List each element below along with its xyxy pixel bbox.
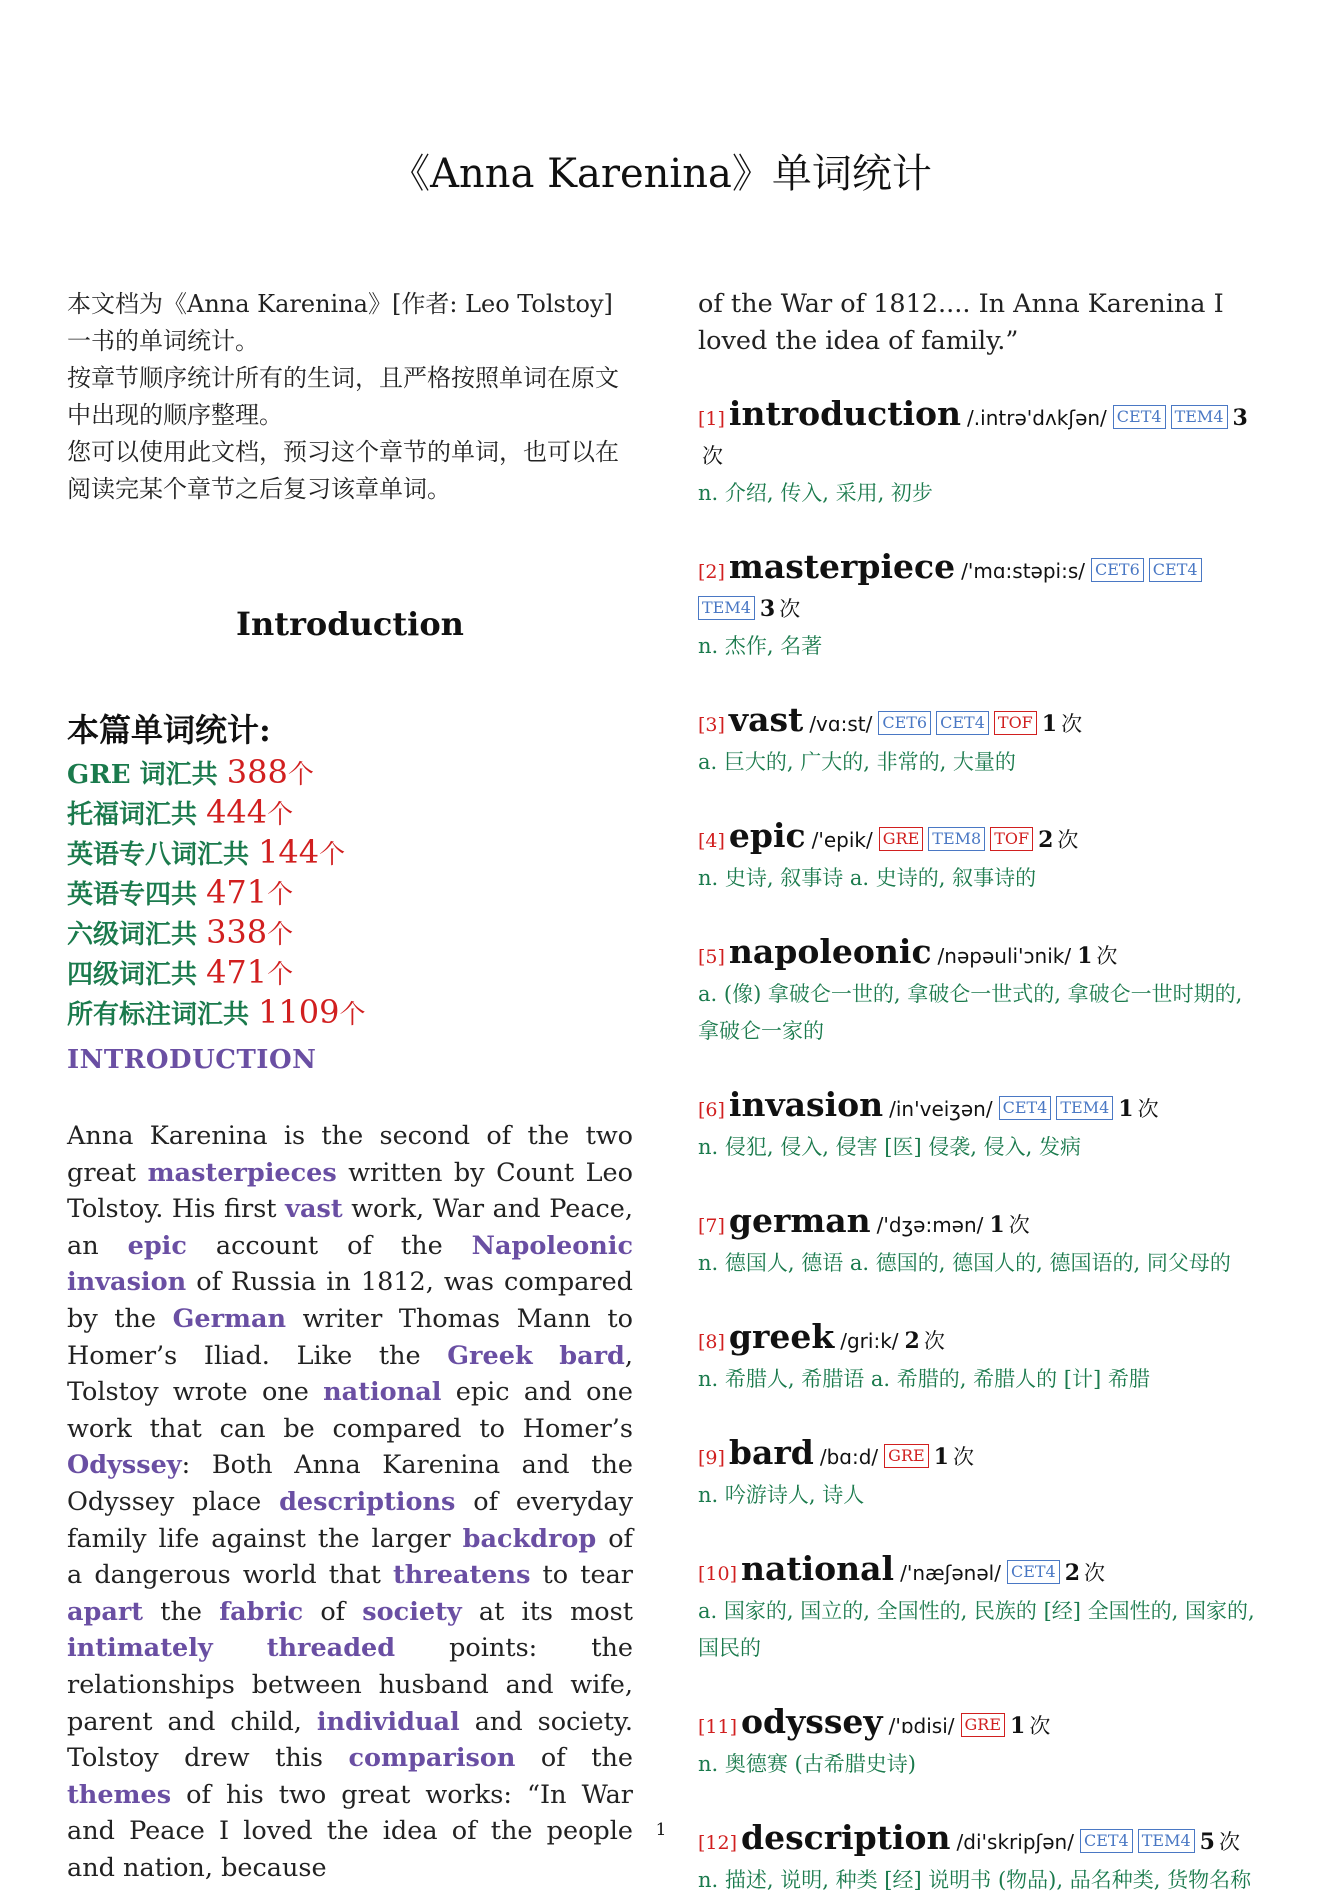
vocab-count: 1: [1041, 711, 1058, 738]
exam-tag: CET4: [1007, 1560, 1060, 1584]
vocab-count: 1: [989, 1212, 1005, 1239]
vocab-word: invasion: [728, 1085, 884, 1125]
vocab-index: [11]: [698, 1716, 738, 1739]
exam-tag: GRE: [879, 827, 924, 851]
page-number: 1: [655, 1820, 667, 1840]
vocab-entry: [698, 1202, 1268, 1282]
exam-tag: GRE: [961, 1713, 1006, 1737]
highlighted-word: Greek: [447, 1340, 533, 1371]
vocab-entry: [698, 817, 1268, 897]
vocab-count: 1: [1118, 1096, 1134, 1123]
highlighted-word: German: [172, 1303, 287, 1334]
stat-label: 六级词汇共: [67, 920, 207, 950]
exam-tag: TOF: [990, 827, 1033, 851]
vocab-index: [1]: [698, 408, 725, 431]
vocab-count-unit: 次: [952, 1445, 974, 1470]
vocab-index: [5]: [698, 946, 725, 969]
stat-label: 四级词汇共: [67, 960, 207, 990]
vocab-count-unit: 次: [1061, 712, 1083, 737]
vocab-entry: [698, 1318, 1268, 1398]
intro-line: 您可以使用此文档，预习这个章节的单词，也可以在阅读完某个章节之后复习该章单词。: [67, 438, 619, 503]
passage-segment: epic and one work that can be compared to Homer’s: [67, 1377, 633, 1444]
stat-unit: 个: [287, 760, 314, 790]
vocab-index: [4]: [698, 830, 725, 853]
passage-segment: written by Count Leo Tolstoy. His first: [67, 1157, 633, 1225]
stat-value: 471: [206, 953, 268, 991]
highlighted-word: bard: [559, 1340, 625, 1371]
vocab-word: description: [741, 1818, 951, 1858]
vocab-entry: [698, 1434, 1268, 1514]
highlighted-word: apart: [67, 1596, 144, 1627]
highlighted-word: fabric: [219, 1596, 304, 1627]
passage-segment: [213, 1633, 267, 1663]
stat-label: 托福词汇共: [67, 800, 207, 830]
passage-segment: of his two great works: “In War and Peace I loved the idea of the people and nation, because: [67, 1779, 633, 1883]
stat-row: [67, 834, 633, 874]
vocab-index: [10]: [698, 1563, 738, 1586]
vocab-phonetic: /'epik/: [811, 828, 873, 853]
stats-list: [67, 754, 633, 1034]
vocab-entry-header: [698, 1703, 1268, 1746]
vocab-definition: n. 介绍, 传入, 采用, 初步: [698, 481, 933, 506]
passage-segment: : Both Anna Karenina and the Odyssey place: [67, 1450, 633, 1517]
passage-segment: to tear: [530, 1560, 633, 1591]
intro-text: [67, 286, 633, 508]
vocab-definition: a. (像) 拿破仑一世的, 拿破仑一世式的, 拿破仑一世时期的, 拿破仑一家的: [698, 982, 1243, 1044]
intro-line: 本文档为《Anna Karenina》[作者: Leo Tolstoy] 一书的单词统计。: [67, 290, 613, 355]
passage-segment: points: the relationships between husband and wife, parent and child,: [67, 1633, 633, 1737]
vocab-entry-header: [698, 548, 1268, 628]
vocab-entry: [698, 701, 1268, 781]
vocab-entry-header: [698, 933, 1268, 976]
exam-tag: CET4: [999, 1096, 1052, 1120]
vocab-entry-header: [698, 701, 1268, 744]
vocabulary-list: [698, 395, 1268, 1899]
vocab-entry-header: [698, 817, 1268, 860]
document-title: 《Anna Karenina》单词统计: [390, 151, 932, 197]
vocab-count: 2: [1038, 827, 1054, 854]
passage-text: [67, 1118, 633, 1886]
stat-label: 英语专四共: [67, 880, 207, 910]
passage-segment: at its most: [461, 1596, 633, 1627]
vocab-index: [3]: [698, 714, 725, 737]
passage-segment: Anna Karenina is the second of the two great: [67, 1121, 633, 1188]
vocab-entry-header: [698, 1434, 1268, 1477]
passage-segment: the: [143, 1596, 220, 1627]
stat-unit: 个: [267, 880, 294, 910]
passage-segment: account of the: [186, 1230, 472, 1261]
vocab-count: 3: [759, 596, 776, 623]
vocab-count-unit: 次: [1218, 1830, 1240, 1855]
highlighted-word: Odyssey: [67, 1450, 182, 1481]
vocab-entry-header: [698, 1550, 1268, 1593]
vocab-entry-header: [698, 1202, 1268, 1245]
vocab-count: 1: [933, 1444, 949, 1471]
exam-tag: CET6: [878, 711, 931, 735]
exam-tag: CET4: [1149, 558, 1202, 582]
vocab-word: greek: [728, 1317, 835, 1357]
stat-label: 所有标注词汇共: [67, 1000, 259, 1030]
stat-value: 388: [226, 753, 288, 791]
vocab-phonetic: /'mɑ:stəpi:s/: [961, 559, 1085, 584]
passage-segment: of Russia in 1812, was compared by the: [67, 1267, 633, 1334]
vocab-count-unit: 次: [1057, 828, 1079, 853]
vocab-phonetic: /di'skripʃən/: [956, 1830, 1074, 1855]
vocab-definition: n. 描述, 说明, 种类 [经] 说明书 (物品), 品名种类, 货物名称: [698, 1868, 1252, 1893]
vocab-count-unit: 次: [1137, 1097, 1159, 1122]
vocab-definition: n. 侵犯, 侵入, 侵害 [医] 侵袭, 侵入, 发病: [698, 1135, 1082, 1160]
vocab-entry-header: [698, 1086, 1268, 1129]
vocab-count-unit: 次: [1029, 1714, 1051, 1739]
vocabulary-column: [698, 286, 1268, 1899]
highlighted-word: threatens: [393, 1560, 531, 1591]
passage-segment: of everyday family life against the larger: [67, 1486, 633, 1554]
highlighted-word: Napoleonic: [471, 1230, 633, 1261]
highlighted-word: themes: [67, 1779, 172, 1810]
exam-tag: CET6: [1091, 558, 1144, 582]
vocab-count: 2: [904, 1328, 920, 1355]
chapter-heading: INTRODUCTION: [67, 1045, 317, 1075]
vocab-index: [9]: [698, 1447, 725, 1470]
highlighted-word: threaded: [266, 1633, 396, 1664]
highlighted-word: comparison: [348, 1743, 516, 1774]
vocab-count-unit: 次: [702, 444, 723, 469]
vocab-entry: [698, 548, 1268, 665]
vocab-entry: [698, 395, 1268, 512]
passage-segment: [533, 1341, 560, 1371]
passage-segment: and society. Tolstoy drew this: [67, 1706, 633, 1774]
stat-unit: 个: [267, 960, 294, 990]
vocab-phonetic: /.intrə'dʌkʃən/: [967, 406, 1107, 431]
vocab-phonetic: /nəpəuli'ɔnik/: [937, 944, 1072, 969]
stat-unit: 个: [267, 800, 294, 830]
vocab-entry: [698, 1550, 1268, 1667]
vocab-entry: [698, 1703, 1268, 1783]
stat-value: 1109: [258, 993, 340, 1031]
highlighted-word: intimately: [67, 1633, 213, 1664]
vocab-definition: n. 杰作, 名著: [698, 634, 823, 659]
stat-row: [67, 994, 633, 1034]
highlighted-word: individual: [316, 1706, 460, 1737]
stat-label: 英语专八词汇共: [67, 840, 259, 870]
exam-tag: CET4: [1080, 1829, 1133, 1853]
highlighted-word: vast: [285, 1194, 343, 1225]
vocab-definition: a. 巨大的, 广大的, 非常的, 大量的: [698, 750, 1016, 775]
stat-unit: 个: [267, 920, 294, 950]
vocab-phonetic: /in'veiʒən/: [889, 1097, 993, 1122]
vocab-count-unit: 次: [1084, 1561, 1106, 1586]
passage-segment: work, War and Peace, an: [67, 1194, 633, 1261]
vocab-word: introduction: [728, 394, 962, 434]
exam-tag: TEM8: [928, 827, 985, 851]
passage-segment: of the: [515, 1743, 633, 1774]
stat-label: GRE 词汇共: [67, 760, 227, 790]
vocab-entry: [698, 1086, 1268, 1166]
vocab-count: 5: [1199, 1829, 1215, 1856]
vocab-count: 1: [1077, 943, 1093, 970]
exam-tag: TOF: [994, 711, 1037, 735]
highlighted-word: epic: [127, 1230, 187, 1261]
highlighted-word: backdrop: [462, 1523, 597, 1554]
stats-heading: 本篇单词统计:: [67, 711, 271, 749]
passage-segment: of: [303, 1596, 363, 1627]
word-stats: [67, 708, 633, 1034]
exam-tag: TEM4: [1138, 1829, 1195, 1853]
vocab-word: epic: [728, 816, 806, 856]
vocab-phonetic: /'dʒə:mən/: [876, 1213, 984, 1238]
highlighted-word: invasion: [67, 1267, 187, 1298]
stat-row: [67, 954, 633, 994]
passage-segment: writer Thomas Mann to Homer’s Iliad. Like the: [67, 1303, 633, 1371]
vocab-index: [8]: [698, 1331, 725, 1354]
vocab-definition: a. 国家的, 国立的, 全国性的, 民族的 [经] 全国性的, 国家的, 国民的: [698, 1599, 1255, 1661]
vocab-count: 1: [1010, 1713, 1026, 1740]
stat-value: 338: [206, 913, 268, 951]
vocab-definition: n. 希腊人, 希腊语 a. 希腊的, 希腊人的 [计] 希腊: [698, 1367, 1150, 1392]
exam-tag: GRE: [884, 1444, 929, 1468]
vocab-count: 3: [1232, 405, 1248, 432]
exam-tag: TEM4: [1056, 1096, 1113, 1120]
vocab-count: 2: [1064, 1560, 1081, 1587]
exam-tag: TEM4: [1171, 405, 1228, 429]
vocab-index: [2]: [698, 561, 725, 584]
vocab-word: odyssey: [741, 1702, 883, 1742]
vocab-definition: n. 史诗, 叙事诗 a. 史诗的, 叙事诗的: [698, 866, 1037, 891]
section-title: Introduction: [236, 605, 464, 643]
highlighted-word: masterpieces: [147, 1157, 337, 1188]
vocab-phonetic: /'næʃənəl/: [900, 1561, 1001, 1586]
vocab-count-unit: 次: [1008, 1213, 1030, 1238]
vocab-phonetic: /vɑ:st/: [809, 712, 873, 737]
vocab-count-unit: 次: [923, 1329, 945, 1354]
vocab-word: napoleonic: [728, 932, 932, 972]
passage-segment: of a dangerous world that: [67, 1523, 633, 1591]
vocab-word: masterpiece: [728, 547, 956, 587]
vocab-entry: [698, 933, 1268, 1050]
vocab-phonetic: /'ɒdisi/: [888, 1714, 955, 1739]
highlighted-word: descriptions: [279, 1486, 456, 1517]
vocab-word: national: [741, 1549, 895, 1589]
vocab-definition: n. 德国人, 德语 a. 德国的, 德国人的, 德国语的, 同父母的: [698, 1251, 1231, 1276]
passage-segment: , Tolstoy wrote one: [67, 1340, 633, 1408]
highlighted-word: society: [362, 1596, 462, 1627]
stat-row: [67, 914, 633, 954]
stat-row: [67, 874, 633, 914]
vocab-entry-header: [698, 395, 1268, 475]
vocab-index: [6]: [698, 1099, 725, 1122]
stat-unit: 个: [319, 840, 346, 870]
vocab-definition: n. 吟游诗人, 诗人: [698, 1483, 865, 1508]
stat-row: [67, 754, 633, 794]
vocab-word: bard: [728, 1433, 814, 1473]
vocab-count-unit: 次: [779, 597, 801, 622]
vocab-entry-header: [698, 1318, 1268, 1361]
vocab-definition: n. 奥德赛 (古希腊史诗): [698, 1752, 916, 1777]
vocab-index: [7]: [698, 1215, 725, 1238]
exam-tag: TEM4: [698, 596, 755, 620]
vocab-phonetic: /bɑ:d/: [819, 1445, 879, 1470]
vocab-phonetic: /gri:k/: [840, 1329, 899, 1354]
stat-value: 471: [206, 873, 268, 911]
vocab-word: vast: [728, 700, 804, 740]
exam-tag: CET4: [936, 711, 989, 735]
passage-continued: of the War of 1812.... In Anna Karenina I loved the idea of family.”: [698, 289, 1224, 356]
vocab-index: [12]: [698, 1832, 738, 1855]
intro-line: 按章节顺序统计所有的生词，且严格按照单词在原文中出现的顺序整理。: [67, 364, 619, 429]
stat-unit: 个: [339, 1000, 366, 1030]
stat-value: 444: [206, 793, 268, 831]
vocab-word: german: [728, 1201, 871, 1241]
highlighted-word: national: [323, 1377, 442, 1408]
exam-tag: CET4: [1113, 405, 1166, 429]
stat-row: [67, 794, 633, 834]
stat-value: 144: [258, 833, 320, 871]
vocab-count-unit: 次: [1096, 944, 1118, 969]
